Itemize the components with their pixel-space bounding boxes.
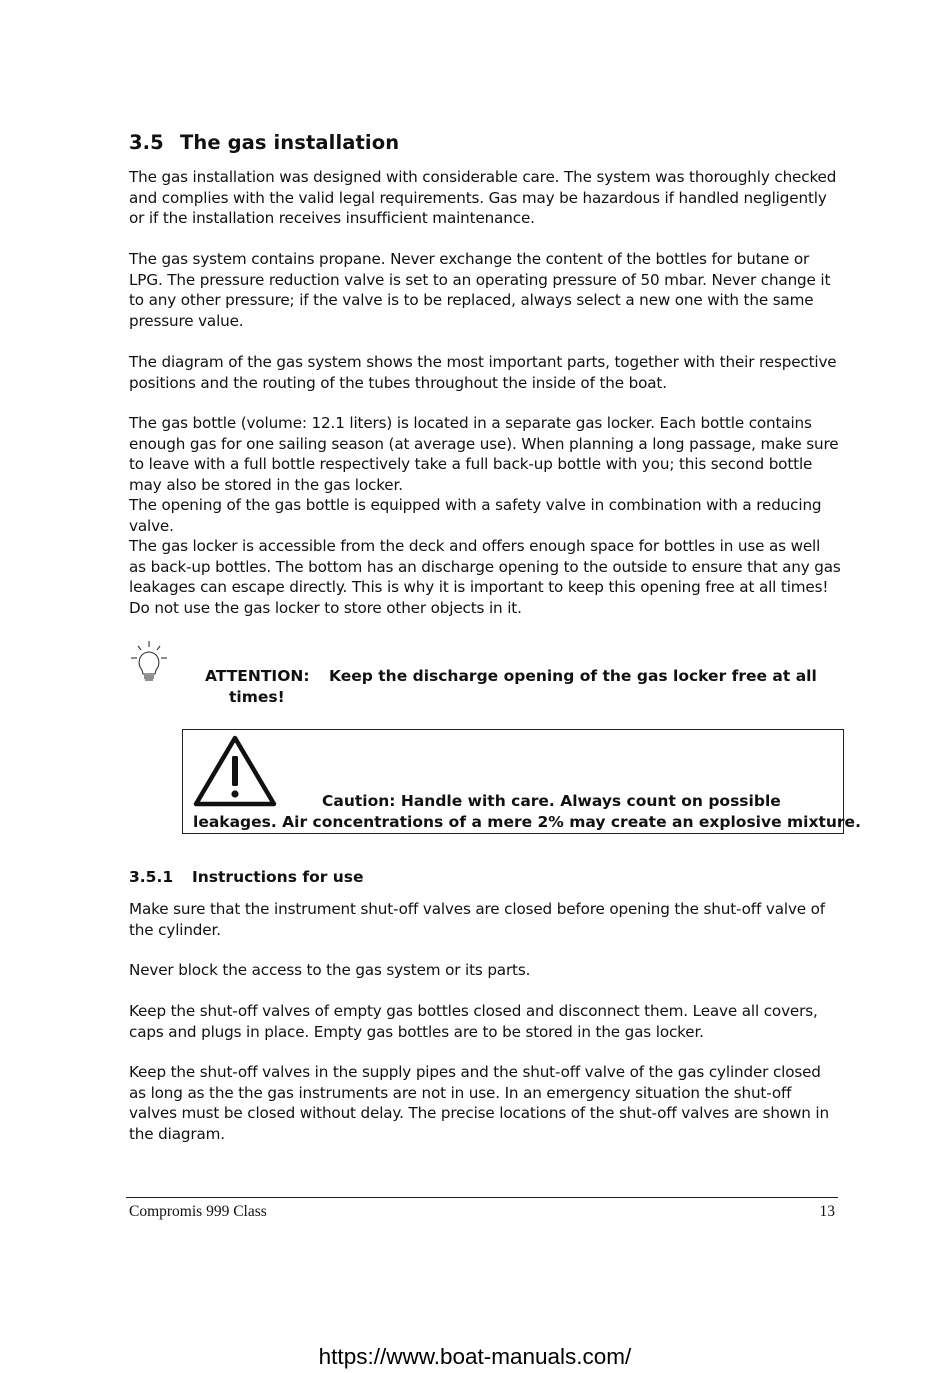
section-title: The gas installation — [180, 131, 400, 154]
gas-bottle-paragraph: The gas bottle (volume: 12.1 liters) is located in a separate gas locker. Each bottle contains enough gas for one sailing season (at average use). When planning a long passage, make sure to leave with a full bottle respectively take a full back-up bottle with you; this second bottle may also be stored in the gas locker. — [129, 414, 839, 494]
subsection-number: 3.5.1 — [129, 868, 174, 886]
subsection-title: Instructions for use — [192, 868, 364, 886]
instruction-paragraph-3: Keep the shut-off valves of empty gas bottles closed and disconnect them. Leave all covers, caps and plugs in place. Empty gas bottles are to be stored in the gas locker. — [129, 1002, 818, 1041]
warning-triangle-icon — [193, 734, 277, 808]
caution-line-1: Caution: Handle with care. Always count on possible — [322, 792, 781, 810]
caution-box — [182, 729, 861, 834]
lightbulb-icon — [129, 640, 169, 686]
attention-text: Keep the discharge opening of the gas locker free at all — [329, 667, 817, 685]
propane-paragraph: The gas system contains propane. Never exchange the content of the bottles for butane or LPG. The pressure reduction valve is set to an operating pressure of 50 mbar. Never change it to any other pressure; if the valve is to be replaced, always select a new one with the same pressure value. — [129, 250, 831, 330]
watermark-url: https://www.boat-manuals.com/ — [318, 1344, 632, 1369]
section-number: 3.5 — [129, 131, 164, 154]
footer-divider — [126, 1197, 838, 1198]
attention-note — [205, 666, 825, 707]
gas-locker-paragraph: The gas locker is accessible from the deck and offers enough space for bottles in use as well as back-up bottles. The bottom has an discharge opening to the outside to ensure that any gas leakages can escape directly. This is why it is important to keep this opening free at all times! Do not use the gas locker to store other objects in it. — [129, 537, 841, 617]
instruction-paragraph-1: Make sure that the instrument shut-off valves are closed before opening the shut-off valve of the cylinder. — [129, 900, 825, 939]
intro-paragraph: The gas installation was designed with considerable care. The system was thoroughly checked and complies with the valid legal requirements. Gas may be hazardous if handled negligently or if the installation receives insufficient maintenance. — [129, 168, 837, 227]
subsection-heading — [129, 868, 364, 886]
instruction-paragraph-2: Never block the access to the gas system or its parts. — [129, 961, 531, 979]
page-number: 13 — [819, 1203, 835, 1220]
diagram-paragraph: The diagram of the gas system shows the most important parts, together with their respective positions and the routing of the tubes throughout the inside of the boat. — [129, 353, 837, 392]
instruction-paragraph-4: Keep the shut-off valves in the supply pipes and the shut-off valve of the gas cylinder closed as long as the the gas instruments are not in use. In an emergency situation the shut-off valves must be closed without delay. The precise locations of the shut-off valves are shown in the diagram. — [129, 1063, 829, 1143]
section-heading — [129, 131, 399, 154]
attention-continuation: times! — [229, 687, 285, 706]
footer-title: Compromis 999 Class — [129, 1203, 267, 1220]
caution-line-2: leakages. Air concentrations of a mere 2% may create an explosive mixture. — [193, 813, 861, 831]
attention-label: ATTENTION: — [205, 667, 310, 685]
valve-paragraph: The opening of the gas bottle is equipped with a safety valve in combination with a reducing valve. — [129, 496, 822, 535]
